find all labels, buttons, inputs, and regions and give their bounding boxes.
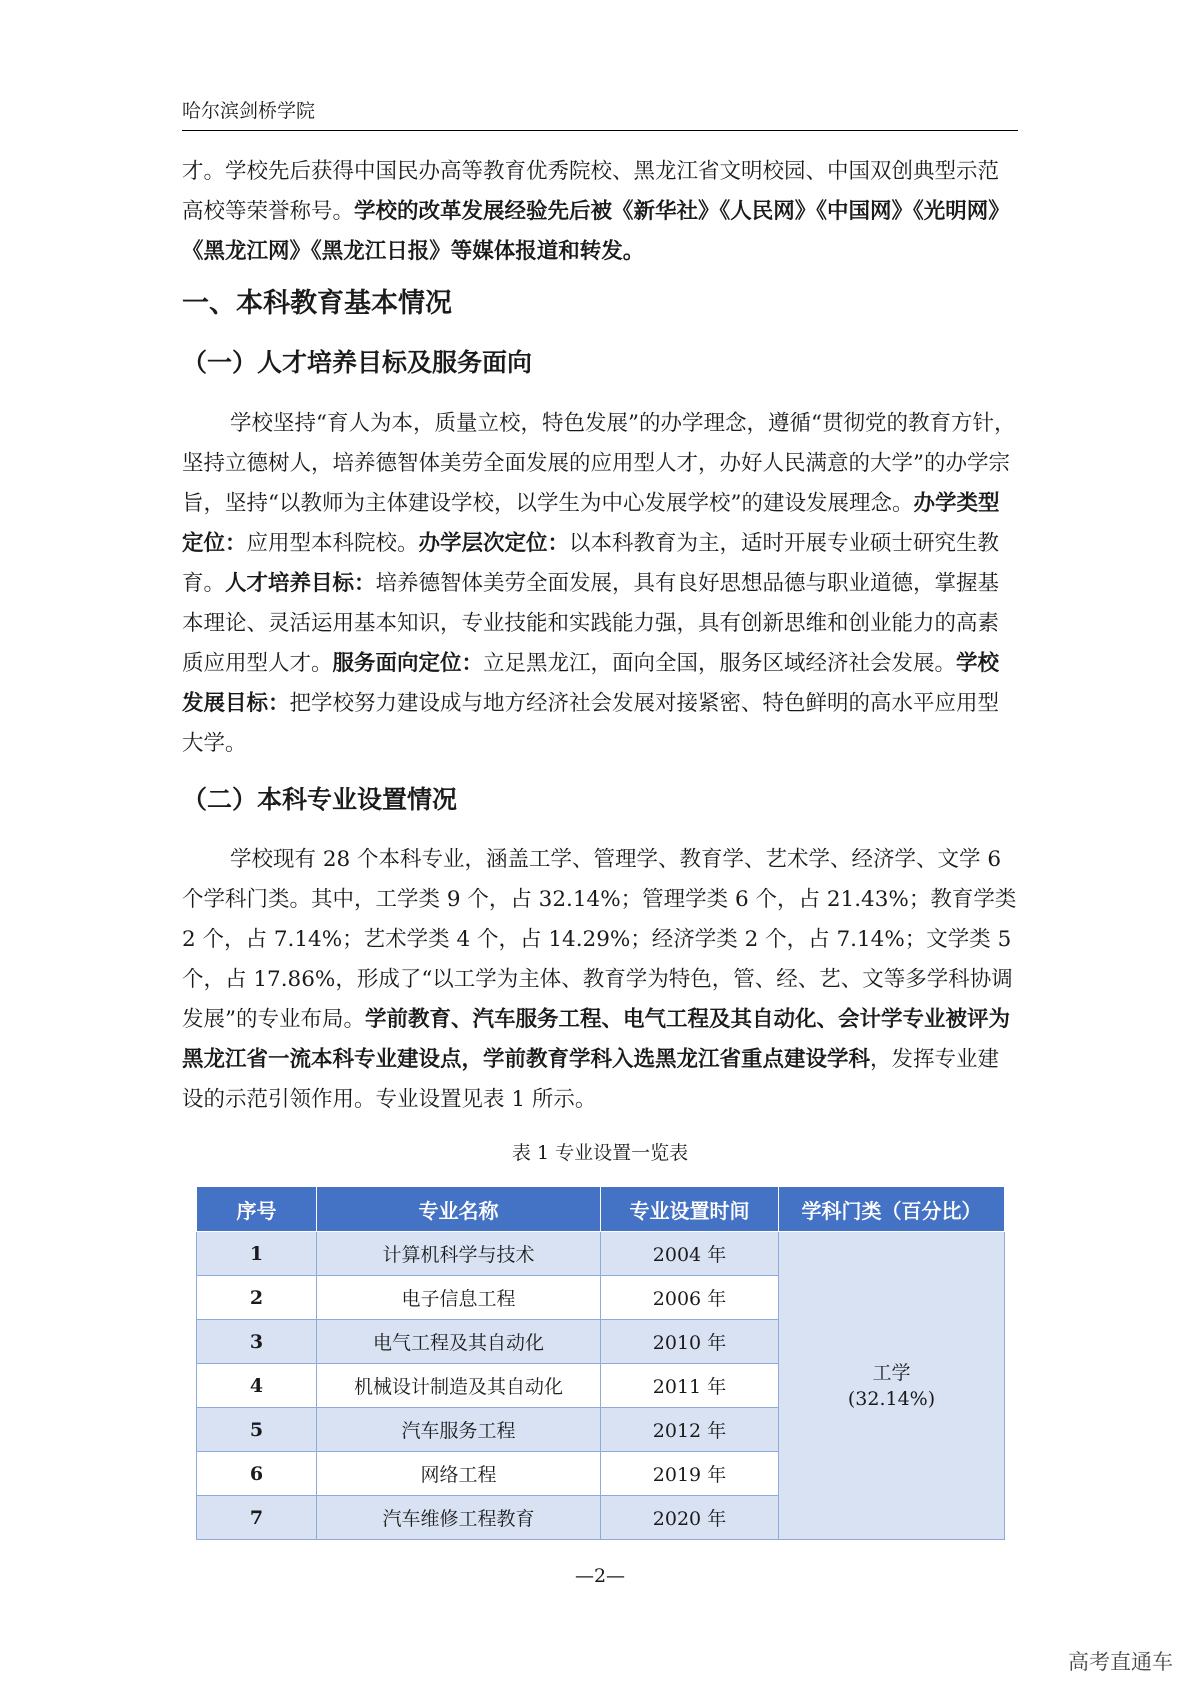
- label-development: 学校发展目标：: [182, 651, 1000, 716]
- label-talent-goal: 人才培养目标：: [225, 571, 376, 596]
- discipline-category: [779, 1232, 1005, 1540]
- major-name: 机械设计制造及其自动化: [317, 1364, 601, 1408]
- majors-bold-text: 学前教育、汽车服务工程、电气工程及其自动化、会计学专业被评为黑龙江省一流本科专业建设点，学前教育学科入选黑龙江省重点建设学科: [182, 1007, 1011, 1072]
- column-header: 序号: [197, 1187, 317, 1232]
- row-number: 7: [197, 1496, 317, 1540]
- label-school-level: 办学层次定位：: [418, 531, 570, 556]
- row-number: 6: [197, 1452, 317, 1496]
- intro-text: 才。学校先后获得中国民办高等教育优秀院校、黑龙江省文明校园、中国双创典型示范高校等荣誉称号。: [182, 159, 1000, 224]
- majors-paragraph: [182, 840, 1018, 1120]
- column-header: 专业名称: [317, 1187, 601, 1232]
- row-number: 3: [197, 1320, 317, 1364]
- label-school-type: 办学类型定位：: [182, 491, 1000, 556]
- text-development: 把学校努力建设成与地方经济社会发展对接紧密、特色鲜明的高水平应用型大学。: [182, 691, 1000, 756]
- text-school-level: 以本科教育为主，适时开展专业硕士研究生教育。: [182, 531, 1000, 596]
- page-number: —2—: [574, 1565, 626, 1587]
- column-header: 学科门类（百分比）: [779, 1187, 1005, 1232]
- major-year: 2020 年: [601, 1496, 779, 1540]
- intro-bold-text: 学校的改革发展经验先后被《新华社》《人民网》《中国网》《光明网》《黑龙江网》《黑龙江日报》等媒体报道和转发。: [182, 199, 1010, 264]
- section-heading: 一、本科教育基本情况: [182, 288, 452, 319]
- major-year: 2011 年: [601, 1364, 779, 1408]
- major-year: 2004 年: [601, 1232, 779, 1276]
- table-row: [197, 1232, 1005, 1276]
- goals-paragraph: [182, 404, 1018, 764]
- major-name: 网络工程: [317, 1452, 601, 1496]
- major-year: 2019 年: [601, 1452, 779, 1496]
- intro-paragraph: [182, 152, 1018, 272]
- majors-text-end: ，发挥专业建设的示范引领作用。专业设置见表 1 所示。: [182, 1047, 1000, 1112]
- major-name: 电子信息工程: [317, 1276, 601, 1320]
- running-header: 哈尔滨剑桥学院: [182, 98, 1018, 131]
- text-talent-goal: 培养德智体美劳全面发展，具有良好思想品德与职业道德，掌握基本理论、灵活运用基本知识，专业技能和实践能力强，具有创新思维和创业能力的高素质应用型人才。: [182, 571, 1000, 676]
- table-header-row: [197, 1187, 1005, 1232]
- major-name: 汽车维修工程教育: [317, 1496, 601, 1540]
- major-year: 2006 年: [601, 1276, 779, 1320]
- label-service: 服务面向定位：: [332, 651, 484, 676]
- category-percent: (32.14%): [847, 1387, 936, 1410]
- row-number: 4: [197, 1364, 317, 1408]
- major-year: 2012 年: [601, 1408, 779, 1452]
- majors-text: 学校现有 28 个本科专业，涵盖工学、管理学、教育学、艺术学、经济学、文学 6 个学科门类。其中，工学类 9 个，占 32.14%；管理学类 6 个，占 21.43%；教育学类 2 个，占 7.14%；艺术学类 4 个，占 14.29%；经济学类 2 个，占 7.14%；文学类 5 个，占 17.86%，形成了“以工学为主体、教育学为特色，管、经、艺、文等多学科协调发展”的专业布局。: [182, 847, 1017, 1032]
- row-number: 1: [197, 1232, 317, 1276]
- major-name: 电气工程及其自动化: [317, 1320, 601, 1364]
- subsection-heading-1: （一）人才培养目标及服务面向: [182, 348, 533, 377]
- major-year: 2010 年: [601, 1320, 779, 1364]
- row-number: 5: [197, 1408, 317, 1452]
- row-number: 2: [197, 1276, 317, 1320]
- subsection-heading-2: （二）本科专业设置情况: [182, 785, 458, 814]
- major-name: 计算机科学与技术: [317, 1232, 601, 1276]
- majors-table: [196, 1186, 1005, 1540]
- major-name: 汽车服务工程: [317, 1408, 601, 1452]
- category-name: 工学: [872, 1361, 911, 1384]
- column-header: 专业设置时间: [601, 1187, 779, 1232]
- text-school-type: 应用型本科院校。: [246, 531, 419, 556]
- watermark-text: 高考直通车: [1068, 1650, 1173, 1674]
- goals-text: 学校坚持“育人为本，质量立校，特色发展”的办学理念，遵循“贯彻党的教育方针，坚持立德树人，培养德智体美劳全面发展的应用型人才，办好人民满意的大学”的办学宗旨，坚持“以教师为主体建设学校，以学生为中心发展学校”的建设发展理念。: [182, 411, 1016, 516]
- text-service: 立足黑龙江，面向全国，服务区域经济社会发展。: [483, 651, 957, 676]
- table-caption: 表 1 专业设置一览表: [511, 1142, 689, 1164]
